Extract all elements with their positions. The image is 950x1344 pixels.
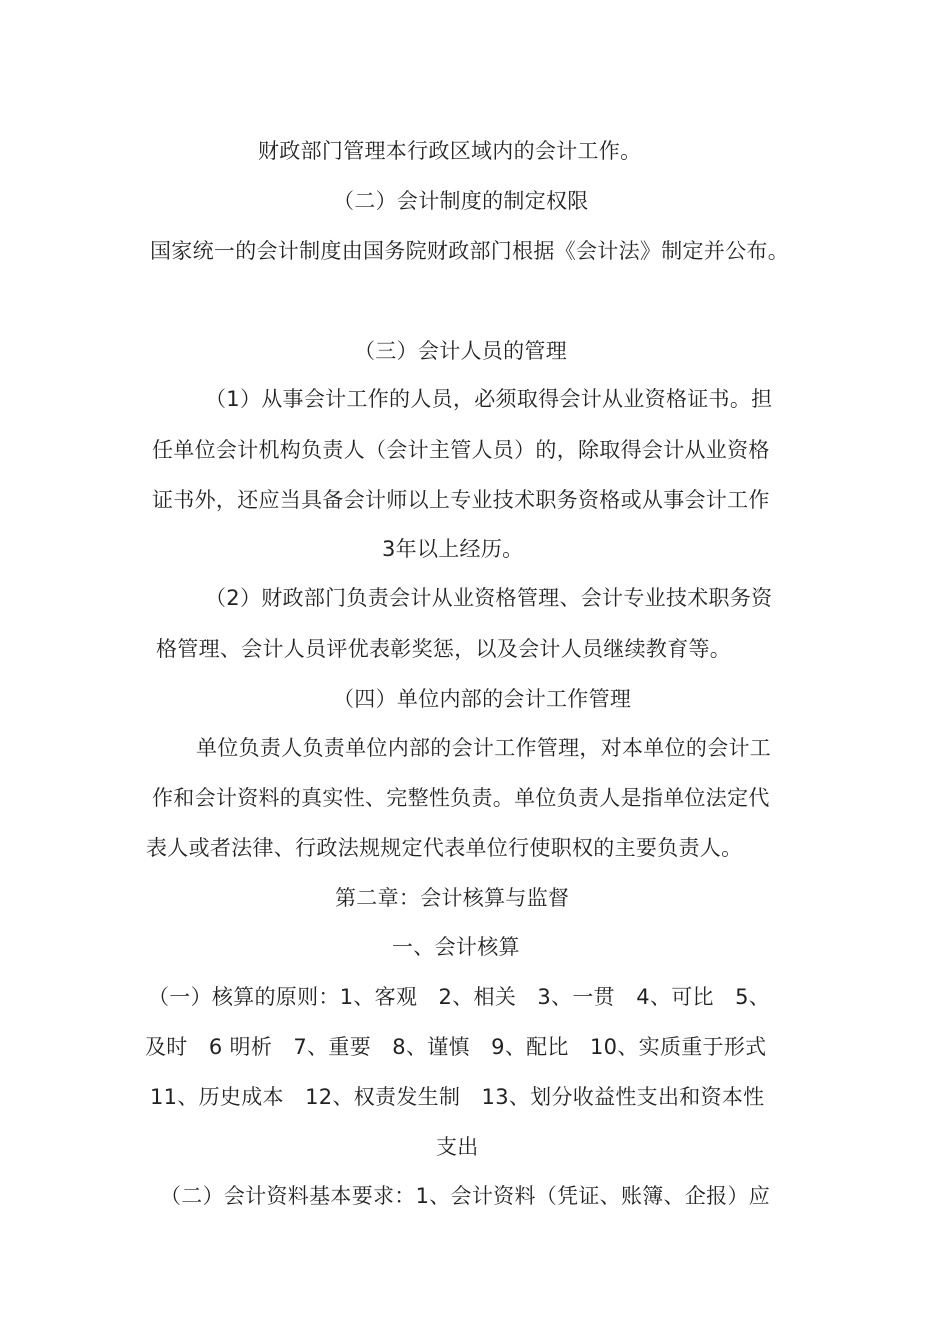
text-line-3: 国家统一的会计制度由国务院财政部门根据《会计法》制定并公布。 <box>150 239 789 263</box>
text-line-19: 11、历史成本 12、权责发生制 13、划分收益性支出和资本性 <box>150 1085 765 1109</box>
text-line-1: 财政部门管理本行政区域内的会计工作。 <box>258 139 642 163</box>
text-line-5: （1）从事会计工作的人员，必须取得会计从业资格证书。担 <box>205 387 773 411</box>
text-line-21: （二）会计资料基本要求：1、会计资料（凭证、账簿、企报）应 <box>160 1184 771 1208</box>
section-heading-4: （四）单位内部的会计工作管理 <box>333 687 632 711</box>
text-line-9: （2）财政部门负责会计从业资格管理、会计专业技术职务资 <box>205 586 773 610</box>
text-line-20: 支出 <box>436 1135 479 1159</box>
chapter-heading: 第二章：会计核算与监督 <box>335 886 570 910</box>
text-line-17: （一）核算的原则：1、客观 2、相关 3、一贯 4、可比 5、 <box>148 985 771 1009</box>
section-heading-3: （三）会计人员的管理 <box>354 339 567 363</box>
text-line-12: 单位负责人负责单位内部的会计工作管理，对本单位的会计工 <box>196 736 772 760</box>
section-heading-2: （二）会计制度的制定权限 <box>333 189 589 213</box>
subsection-heading: 一、会计核算 <box>392 935 520 959</box>
text-line-10: 格管理、会计人员评优表彰奖惩，以及会计人员继续教育等。 <box>156 637 732 661</box>
text-line-13: 作和会计资料的真实性、完整性负责。单位负责人是指单位法定代 <box>152 786 770 810</box>
text-line-6: 任单位会计机构负责人（会计主管人员）的，除取得会计从业资格 <box>152 438 770 462</box>
text-line-7: 证书外，还应当具备会计师以上专业技术职务资格或从事会计工作 <box>152 488 770 512</box>
text-line-14: 表人或者法律、行政法规规定代表单位行使职权的主要负责人。 <box>146 836 743 860</box>
text-line-8: 3年以上经历。 <box>382 537 524 561</box>
text-line-18: 及时 6 明析 7、重要 8、谨慎 9、配比 10、实质重于形式 <box>145 1035 767 1059</box>
